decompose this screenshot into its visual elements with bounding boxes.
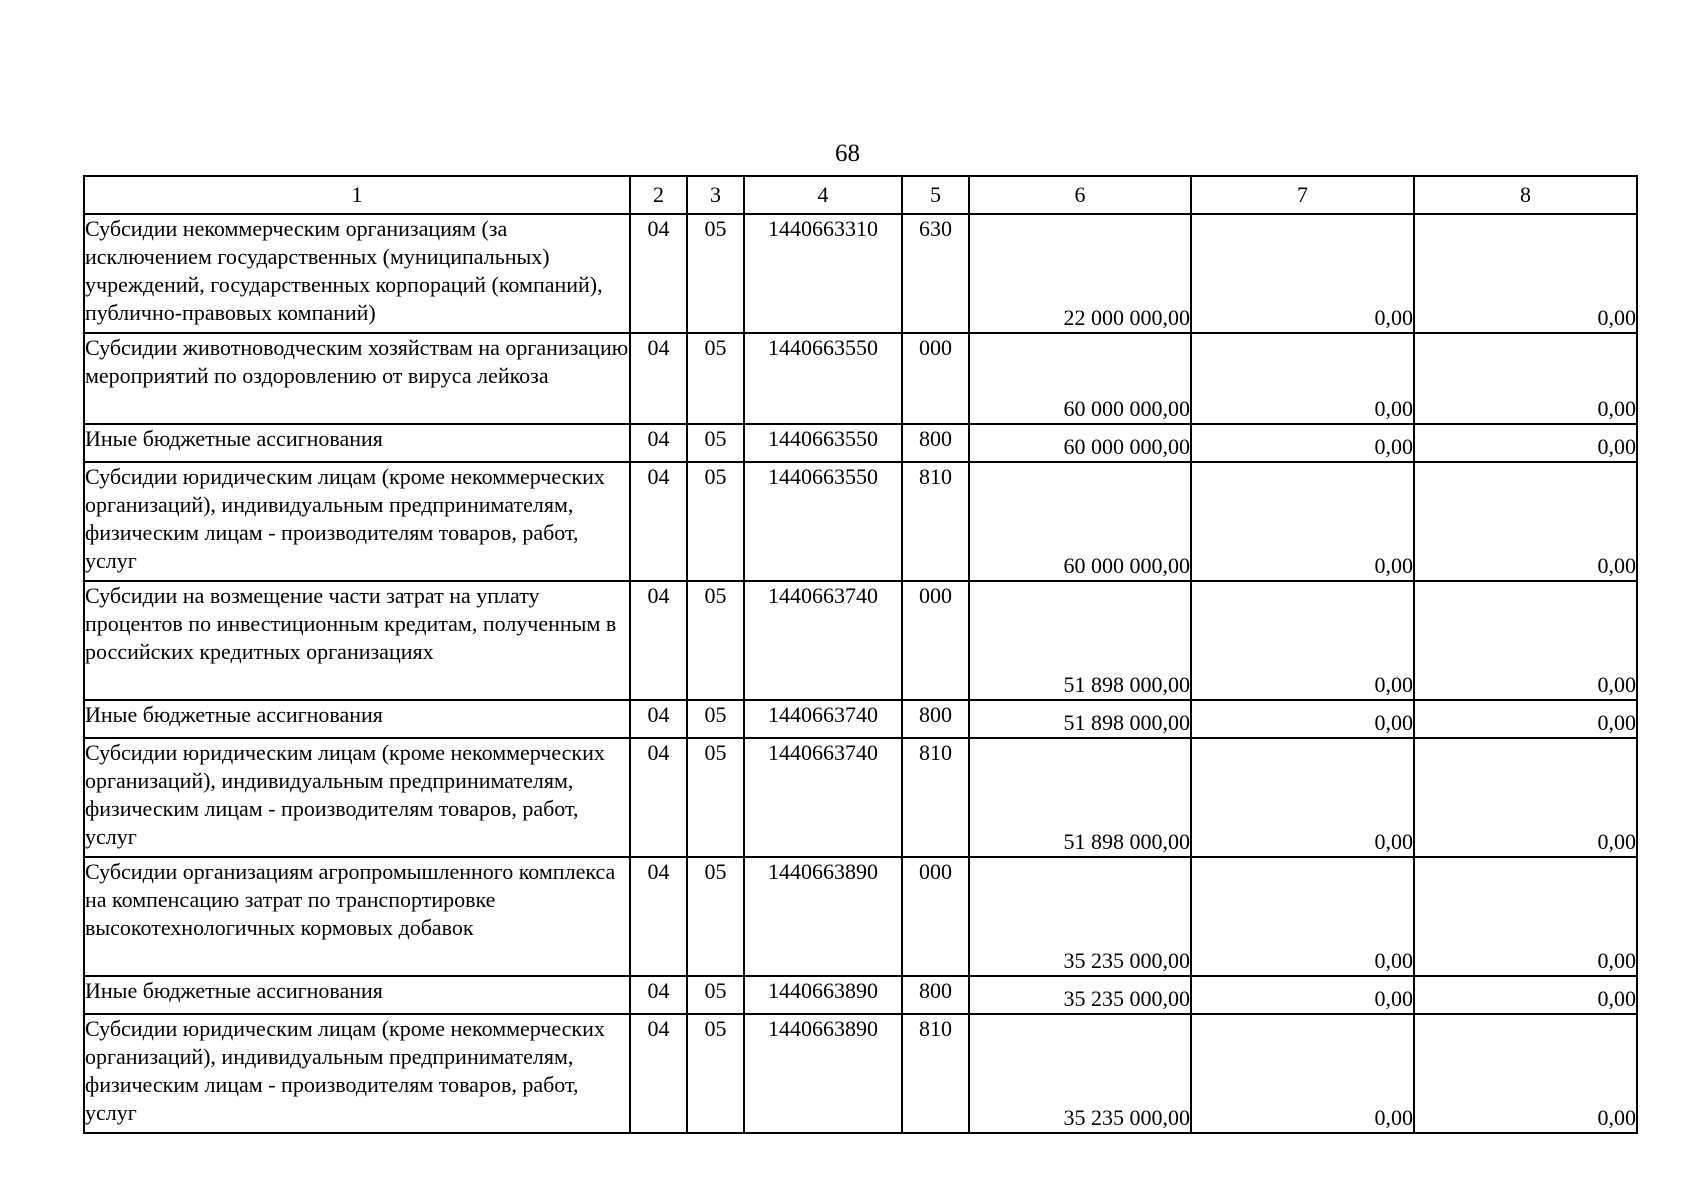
cell-subsection: 05	[687, 424, 744, 462]
cell-section: 04	[630, 424, 687, 462]
cell-section: 04	[630, 333, 687, 424]
cell-amount-8: 0,00	[1414, 214, 1637, 333]
table-row	[84, 462, 1637, 581]
cell-amount-7: 0,00	[1191, 424, 1414, 462]
table-row	[84, 700, 1637, 738]
table-row	[84, 214, 1637, 333]
cell-amount-6: 22 000 000,00	[969, 214, 1191, 333]
page-number: 68	[835, 140, 860, 167]
header-row	[84, 176, 1637, 214]
cell-subsection: 05	[687, 462, 744, 581]
cell-target-code: 1440663740	[744, 700, 902, 738]
cell-target-code: 1440663550	[744, 462, 902, 581]
cell-target-code: 1440663740	[744, 581, 902, 700]
cell-subsection: 05	[687, 976, 744, 1014]
cell-expense-type: 810	[902, 738, 969, 857]
cell-amount-6: 60 000 000,00	[969, 333, 1191, 424]
column-header: 6	[969, 176, 1191, 214]
cell-section: 04	[630, 738, 687, 857]
cell-subsection: 05	[687, 214, 744, 333]
cell-name: Субсидии на возмещение части затрат на уплату процентов по инвестиционным кредитам, полученным в российских кредитных организациях	[84, 581, 630, 700]
cell-amount-6: 60 000 000,00	[969, 462, 1191, 581]
budget-table	[83, 175, 1638, 1134]
cell-name: Иные бюджетные ассигнования	[84, 700, 630, 738]
cell-expense-type: 800	[902, 424, 969, 462]
cell-amount-8: 0,00	[1414, 462, 1637, 581]
cell-section: 04	[630, 1014, 687, 1133]
cell-amount-8: 0,00	[1414, 857, 1637, 976]
cell-target-code: 1440663890	[744, 1014, 902, 1133]
cell-amount-7: 0,00	[1191, 462, 1414, 581]
cell-subsection: 05	[687, 857, 744, 976]
table-row	[84, 976, 1637, 1014]
table-row	[84, 333, 1637, 424]
cell-amount-7: 0,00	[1191, 1014, 1414, 1133]
cell-amount-7: 0,00	[1191, 214, 1414, 333]
cell-section: 04	[630, 581, 687, 700]
cell-amount-8: 0,00	[1414, 976, 1637, 1014]
column-header: 5	[902, 176, 969, 214]
table-row	[84, 424, 1637, 462]
cell-amount-6: 35 235 000,00	[969, 857, 1191, 976]
cell-amount-7: 0,00	[1191, 700, 1414, 738]
cell-subsection: 05	[687, 581, 744, 700]
cell-amount-8: 0,00	[1414, 700, 1637, 738]
cell-amount-6: 51 898 000,00	[969, 700, 1191, 738]
cell-amount-8: 0,00	[1414, 738, 1637, 857]
cell-name: Субсидии юридическим лицам (кроме некоммерческих организаций), индивидуальным предпринимателям, физическим лицам - производителям товаров, работ, услуг	[84, 738, 630, 857]
cell-target-code: 1440663550	[744, 333, 902, 424]
cell-section: 04	[630, 857, 687, 976]
cell-section: 04	[630, 976, 687, 1014]
cell-amount-6: 51 898 000,00	[969, 581, 1191, 700]
cell-target-code: 1440663890	[744, 976, 902, 1014]
cell-name: Субсидии некоммерческим организациям (за исключением государственных (муниципальных) учреждений, государственных корпораций (компаний), публично-правовых компаний)	[84, 214, 630, 333]
cell-name: Иные бюджетные ассигнования	[84, 424, 630, 462]
cell-target-code: 1440663890	[744, 857, 902, 976]
column-header: 4	[744, 176, 902, 214]
cell-amount-8: 0,00	[1414, 1014, 1637, 1133]
cell-subsection: 05	[687, 738, 744, 857]
cell-expense-type: 810	[902, 462, 969, 581]
cell-section: 04	[630, 214, 687, 333]
column-header: 1	[84, 176, 630, 214]
column-header: 7	[1191, 176, 1414, 214]
cell-target-code: 1440663740	[744, 738, 902, 857]
cell-amount-8: 0,00	[1414, 581, 1637, 700]
cell-name: Иные бюджетные ассигнования	[84, 976, 630, 1014]
column-header: 3	[687, 176, 744, 214]
cell-name: Субсидии животноводческим хозяйствам на организацию мероприятий по оздоровлению от вируса лейкоза	[84, 333, 630, 424]
cell-name: Субсидии юридическим лицам (кроме некоммерческих организаций), индивидуальным предпринимателям, физическим лицам - производителям товаров, работ, услуг	[84, 1014, 630, 1133]
column-header: 8	[1414, 176, 1637, 214]
cell-amount-7: 0,00	[1191, 333, 1414, 424]
cell-expense-type: 000	[902, 333, 969, 424]
cell-expense-type: 810	[902, 1014, 969, 1133]
cell-amount-7: 0,00	[1191, 976, 1414, 1014]
cell-amount-8: 0,00	[1414, 333, 1637, 424]
cell-amount-7: 0,00	[1191, 738, 1414, 857]
cell-amount-6: 60 000 000,00	[969, 424, 1191, 462]
cell-section: 04	[630, 462, 687, 581]
cell-subsection: 05	[687, 1014, 744, 1133]
cell-amount-7: 0,00	[1191, 857, 1414, 976]
column-header: 2	[630, 176, 687, 214]
cell-amount-6: 35 235 000,00	[969, 976, 1191, 1014]
cell-section: 04	[630, 700, 687, 738]
cell-subsection: 05	[687, 333, 744, 424]
cell-name: Субсидии юридическим лицам (кроме некоммерческих организаций), индивидуальным предпринимателям, физическим лицам - производителям товаров, работ, услуг	[84, 462, 630, 581]
cell-amount-6: 51 898 000,00	[969, 738, 1191, 857]
cell-expense-type: 000	[902, 581, 969, 700]
cell-amount-6: 35 235 000,00	[969, 1014, 1191, 1133]
table-row	[84, 581, 1637, 700]
cell-amount-7: 0,00	[1191, 581, 1414, 700]
table-row	[84, 857, 1637, 976]
table-row	[84, 1014, 1637, 1133]
cell-expense-type: 000	[902, 857, 969, 976]
cell-expense-type: 630	[902, 214, 969, 333]
table-row	[84, 738, 1637, 857]
cell-target-code: 1440663310	[744, 214, 902, 333]
cell-name: Субсидии организациям агропромышленного комплекса на компенсацию затрат по транспортировке высокотехнологичных кормовых добавок	[84, 857, 630, 976]
cell-amount-8: 0,00	[1414, 424, 1637, 462]
cell-expense-type: 800	[902, 700, 969, 738]
cell-expense-type: 800	[902, 976, 969, 1014]
cell-subsection: 05	[687, 700, 744, 738]
cell-target-code: 1440663550	[744, 424, 902, 462]
